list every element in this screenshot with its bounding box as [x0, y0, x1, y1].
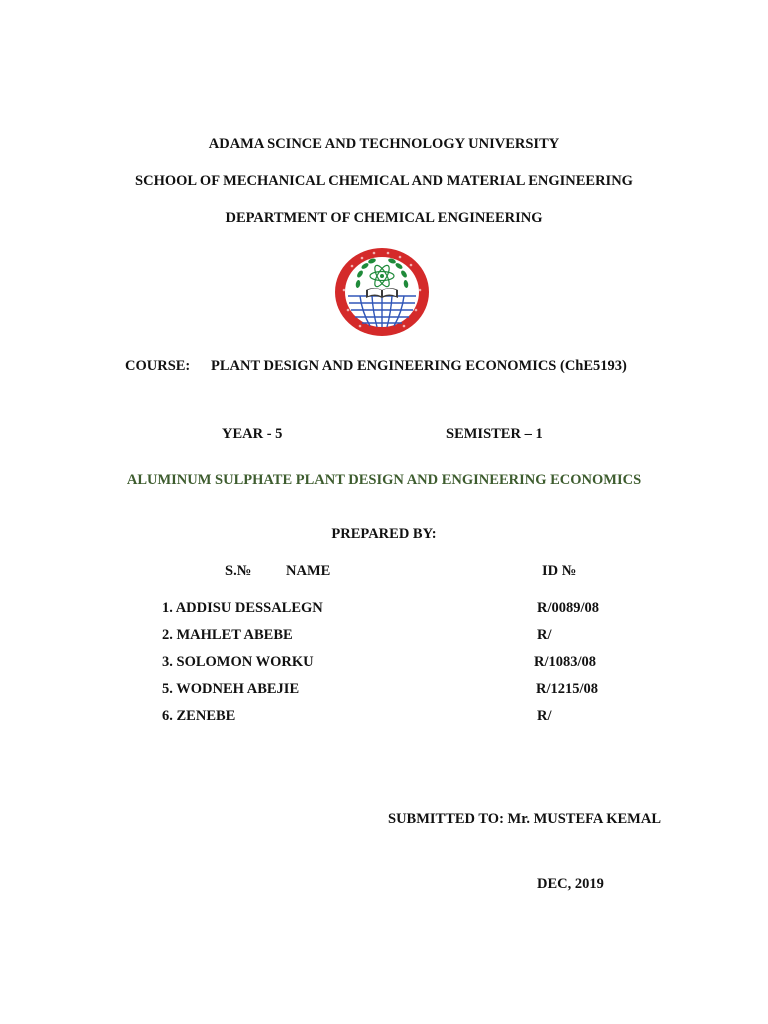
member-name: 3. SOLOMON WORKU: [162, 654, 314, 670]
member-name: 1. ADDISU DESSALEGN: [162, 600, 323, 616]
semester-label: SEMISTER – 1: [446, 426, 543, 442]
submitted-to: SUBMITTED TO: Mr. MUSTEFA KEMAL: [388, 811, 661, 827]
school-name: SCHOOL OF MECHANICAL CHEMICAL AND MATERIAL ENGINEERING: [135, 173, 633, 189]
member-id: R/: [537, 708, 552, 724]
member-id: R/: [537, 627, 552, 643]
member-name: 2. MAHLET ABEBE: [162, 627, 293, 643]
course-name: PLANT DESIGN AND ENGINEERING ECONOMICS (ChE5193): [211, 358, 627, 374]
member-id: R/1215/08: [536, 681, 599, 697]
course-label: COURSE:: [125, 358, 191, 374]
university-seal-icon: [332, 246, 432, 338]
member-id: R/0089/08: [537, 600, 600, 616]
prepared-by-heading: PREPARED BY:: [331, 526, 437, 542]
name-column-header: NAME: [286, 563, 331, 579]
sn-column-header: S.№: [225, 563, 252, 579]
project-title: ALUMINUM SULPHATE PLANT DESIGN AND ENGINEERING ECONOMICS: [126, 472, 642, 488]
submission-date: DEC, 2019: [537, 876, 604, 892]
id-column-header: ID №: [542, 563, 577, 579]
member-name: 6. ZENEBE: [162, 708, 236, 724]
member-name: 5. WODNEH ABEJIE: [162, 681, 300, 697]
member-id: R/1083/08: [534, 654, 597, 670]
year-label: YEAR - 5: [222, 426, 283, 442]
department-name: DEPARTMENT OF CHEMICAL ENGINEERING: [225, 210, 543, 226]
university-name: ADAMA SCINCE AND TECHNOLOGY UNIVERSITY: [208, 136, 560, 152]
